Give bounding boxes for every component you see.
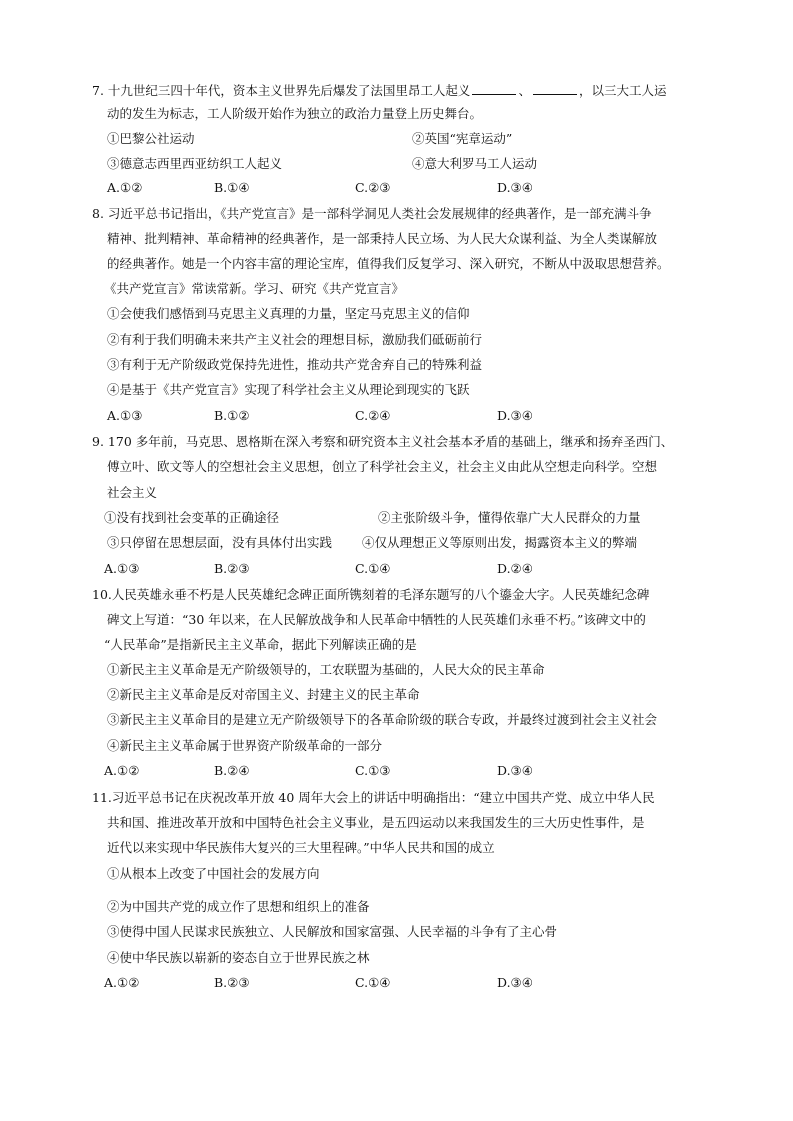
question-7-option-d: D.③④ (497, 180, 533, 195)
question-9-option-c: C.①④ (355, 561, 391, 576)
question-10-option-d: D.③④ (497, 763, 533, 778)
question-11-stem-line-2: 共和国、推进改革开放和中国特色社会主义事业，是五四运动以来我国发生的三大历史性事件，是 (107, 815, 645, 830)
question-8-option-d: D.③④ (497, 408, 533, 423)
question-9-option-d: D.②④ (497, 561, 533, 576)
question-8-stem-line-1 (92, 206, 652, 222)
question-10-stem-text: 人民英雄永垂不朽是人民英雄纪念碑正面所镌刻着的毛泽东题写的八个鎏金大字。人民英雄纪念碑 (111, 587, 650, 602)
question-11-number: 11. (92, 790, 112, 805)
question-8-item-3: ③有利于无产阶级政党保持先进性，推动共产党舍弃自己的特殊利益 (107, 357, 483, 372)
question-10-item-3: ③新民主主义革命目的是建立无产阶级领导下的各革命阶级的联合专政，并最终过渡到社会主义社会 (107, 712, 658, 727)
question-9-option-b: B.②③ (214, 561, 250, 576)
question-11-option-d: D.③④ (497, 975, 533, 990)
question-11-item-2: ②为中国共产党的成立作了思想和组织上的准备 (107, 899, 370, 914)
question-7-option-c: C.②③ (355, 180, 391, 195)
question-7-item-3: ③德意志西里西亚纺织工人起义 (107, 156, 283, 171)
separator: 、 (518, 83, 531, 98)
answer-blank (472, 83, 516, 95)
question-11-option-c: C.①④ (355, 975, 391, 990)
question-8-option-c: C.②④ (355, 408, 391, 423)
question-11-item-1: ①从根本上改变了中国社会的发展方向 (107, 866, 320, 881)
answer-blank (533, 83, 577, 95)
question-8-option-a: A.①③ (107, 408, 143, 423)
question-9-stem-text: 170 多年前，马克思、恩格斯在深入考察和研究资本主义社会基本矛盾的基础上，继承和扬弃圣西门、 (107, 434, 674, 449)
question-8-number: 8. (92, 206, 104, 221)
question-7-item-4: ④意大利罗马工人运动 (412, 156, 538, 171)
question-9-option-a: A.①③ (104, 561, 140, 576)
question-7-stem-line-1 (92, 83, 666, 99)
question-11-option-a: A.①② (104, 975, 140, 990)
question-7-stem-text-end: ，以三大工人运 (578, 83, 667, 98)
question-10-stem-line-2: 碑文上写道：“30 年以来，在人民解放战争和人民革命中牺牲的人民英雄们永垂不朽。”该碑文中的 (107, 612, 646, 627)
question-8-stem-text: 习近平总书记指出，《共产党宣言》是一部科学洞见人类社会发展规律的经典著作，是一部充满斗争 (107, 206, 652, 221)
question-9-item-2: ②主张阶级斗争，懂得依靠广大人民群众的力量 (378, 510, 641, 525)
question-11-stem-line-3: 近代以来实现中华民族伟大复兴的三大里程碑。”中华人民共和国的成立 (107, 840, 495, 855)
question-9-stem-line-2: 傅立叶、欧文等人的空想社会主义思想，创立了科学社会主义，社会主义由此从空想走向科学。空想 (107, 459, 658, 474)
question-11-item-3: ③使得中国人民谋求民族独立、人民解放和国家富强、人民幸福的斗争有了主心骨 (107, 924, 558, 939)
question-9-number: 9. (92, 434, 104, 449)
question-7-item-2: ②英国“宪章运动” (412, 131, 513, 146)
question-8-item-4: ④是基于《共产党宣言》实现了科学社会主义从理论到现实的飞跃 (107, 382, 470, 397)
question-7-stem-line-2: 动的发生为标志，工人阶级开始作为独立的政治力量登上历史舞台。 (107, 106, 483, 121)
question-11-stem-text: 习近平总书记在庆祝改革开放 40 周年大会上的讲话中明确指出：“建立中国共产党、成立中华人民 (111, 790, 655, 805)
question-8-item-1: ①会使我们感悟到马克思主义真理的力量，坚定马克思主义的信仰 (107, 306, 470, 321)
question-10-item-2: ②新民主主义革命是反对帝国主义、封建主义的民主革命 (107, 687, 420, 702)
question-9-item-3: ③只停留在思想层面，没有具体付出实践 (107, 535, 333, 550)
question-10-option-c: C.①③ (355, 763, 391, 778)
question-11-stem-line-1 (92, 790, 655, 806)
question-7-option-b: B.①④ (214, 180, 250, 195)
question-10-stem-line-1 (92, 587, 649, 603)
question-8-stem-line-4: 《共产党宣言》常读常新。学习、研究《共产党宣言》 (104, 281, 405, 296)
question-9-stem-line-3: 社会主义 (107, 485, 158, 500)
question-9-item-4: ④仅从理想正义等原则出发，揭露资本主义的弊端 (362, 535, 638, 550)
question-10-stem-line-3: “人民革命”是指新民主主义革命，据此下列解读正确的是 (104, 637, 417, 652)
question-8-item-2: ②有利于我们明确未来共产主义社会的理想目标，激励我们砥砺前行 (107, 332, 483, 347)
question-8-stem-line-2: 精神、批判精神、革命精神的经典著作，是一部秉持人民立场、为人民大众谋利益、为全人类谋解放 (107, 231, 658, 246)
question-9-stem-line-1 (92, 434, 673, 450)
question-9-item-1: ①没有找到社会变革的正确途径 (104, 510, 280, 525)
question-7-stem-text: 十九世纪三四十年代，资本主义世界先后爆发了法国里昂工人起义 (107, 83, 471, 98)
question-10-option-b: B.②④ (214, 763, 250, 778)
question-10-item-1: ①新民主主义革命是无产阶级领导的，工农联盟为基础的，人民大众的民主革命 (107, 662, 545, 677)
question-10-item-4: ④新民主主义革命属于世界资产阶级革命的一部分 (107, 738, 383, 753)
question-10-number: 10. (92, 587, 112, 602)
question-11-option-b: B.②③ (214, 975, 250, 990)
question-10-option-a: A.①② (104, 763, 140, 778)
question-11-item-4: ④使中华民族以崭新的姿态自立于世界民族之林 (107, 950, 370, 965)
question-7-number: 7. (92, 83, 104, 98)
question-8-option-b: B.①② (214, 408, 250, 423)
question-7-option-a: A.①② (107, 180, 143, 195)
question-7-item-1: ①巴黎公社运动 (107, 131, 195, 146)
question-8-stem-line-3: 的经典著作。她是一个内容丰富的理论宝库，值得我们反复学习、深入研究，不断从中汲取思想营养。 (107, 256, 670, 271)
